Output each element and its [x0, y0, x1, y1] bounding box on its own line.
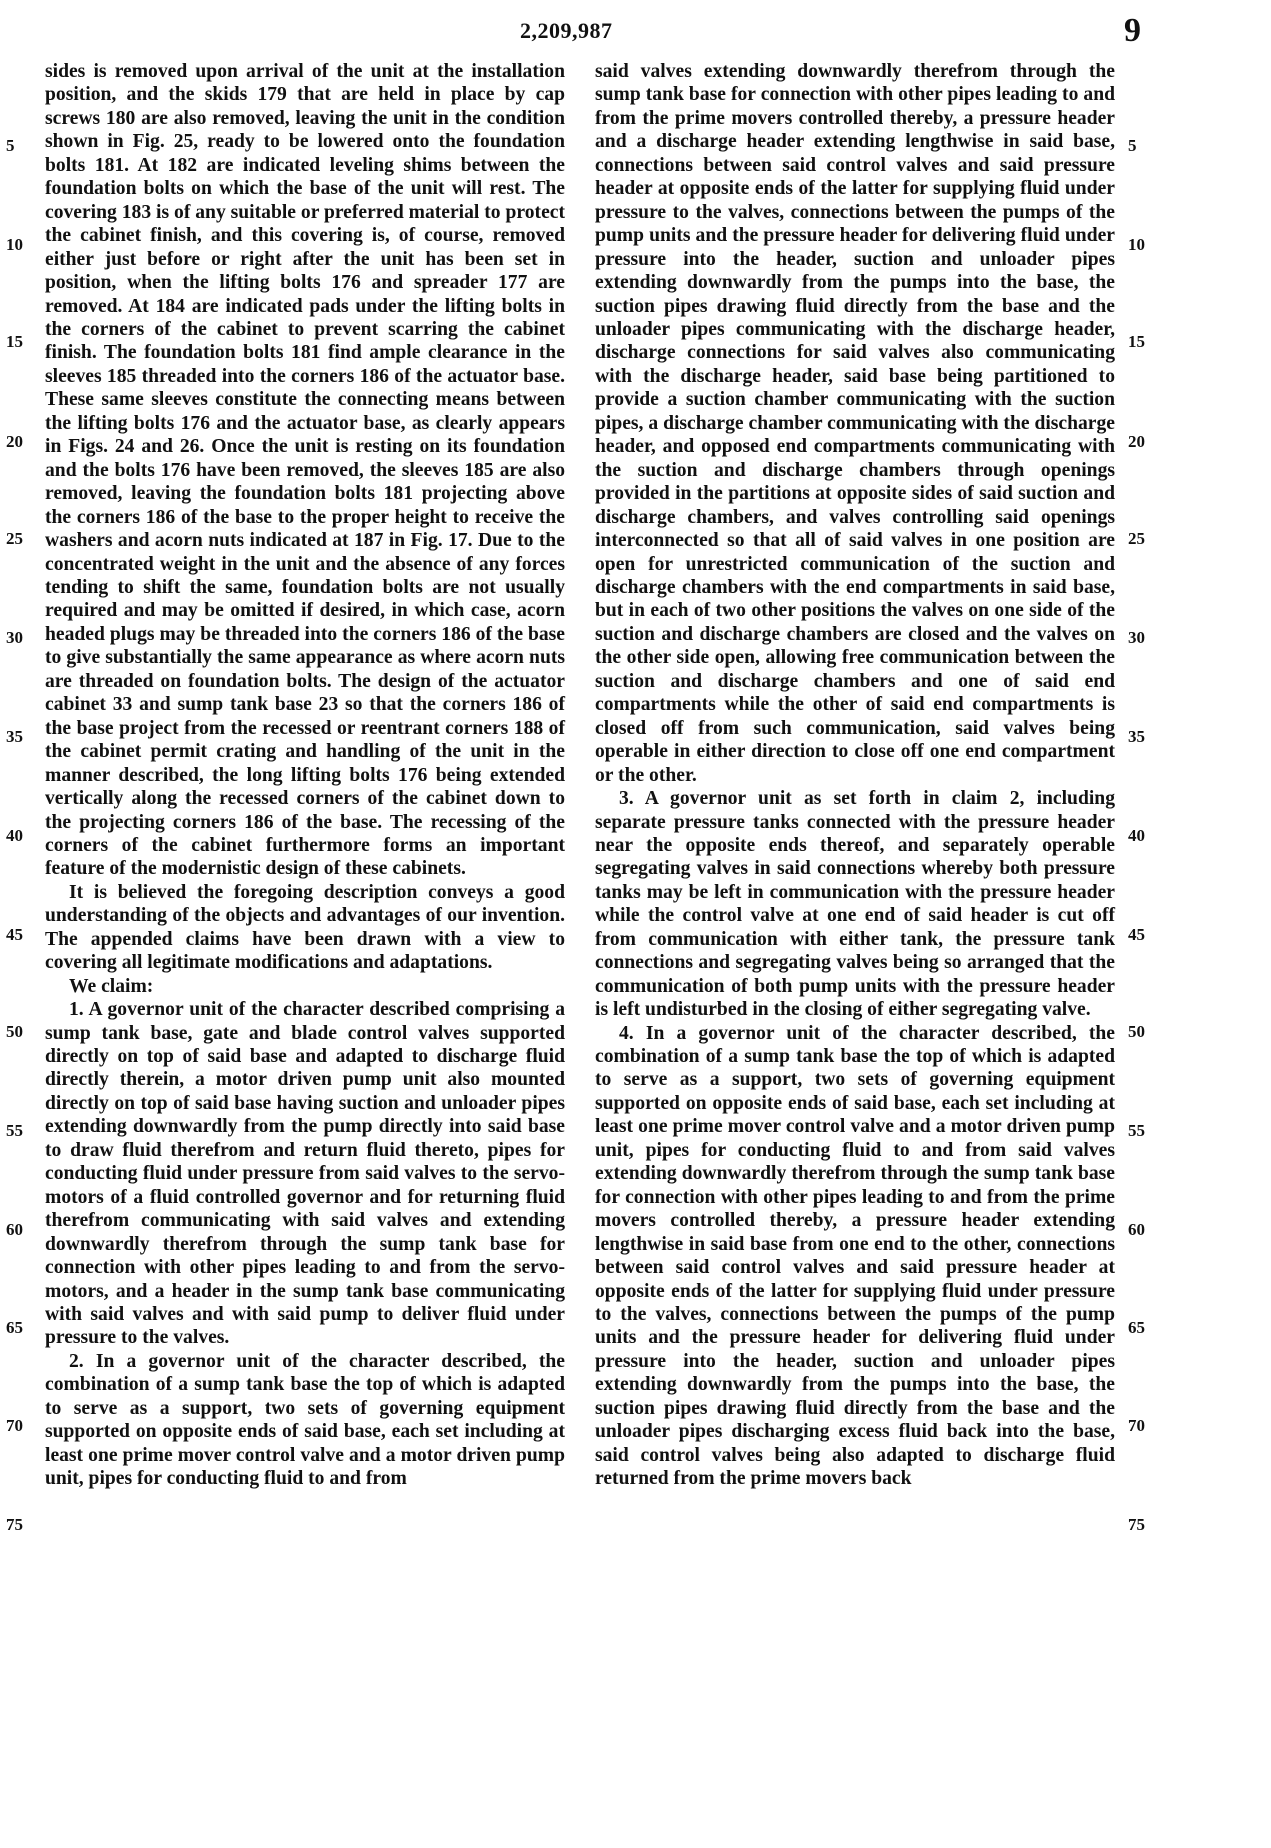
line-number-left: 45	[6, 925, 23, 944]
line-number-right: 60	[1128, 1220, 1145, 1239]
claim-2-continued: said valves extending downwardly therefrom through the sump tank base for connection with other pipes leading to and from the prime movers controlled thereby, a pressure header and a discharge header extending lengthwise in said base, connections between said control valves and said pressure header at opposite ends of the latter for supplying fluid under pressure to the valves, connections between the pumps of the pump units and the pressure header for delivering fluid under pressure into the header, suction and unloader pipes extending downwardly from the pumps into the base, the suction pipes drawing fluid directly from the base and the unloader pipes communicating with the discharge header, discharge connections for said valves also communicating with the discharge header, said base being partitioned to provide a suction chamber communicating with the suction pipes, a discharge chamber communicating with the discharge header, and opposed end compartments communicating with the suction and discharge chambers through openings provided in the partitions at opposite sides of said suction and discharge chambers, and valves controlling said openings interconnected so that all of said valves in one position are open for unrestricted communication of the suction and discharge chambers with the end compartments in said base, but in each of two other positions the valves on one side of the suction and discharge chambers are closed and the valves on the other side open, allowing free communication between the suction and discharge chambers and one of said end compartments while the other of said end compartments is closed off from such communication, said valves being operable in either direction to close off one end compartment or the other.	[595, 61, 1115, 786]
line-number-left: 10	[6, 235, 23, 254]
line-number-left: 20	[6, 432, 23, 451]
page-number: 9	[1124, 12, 1141, 49]
line-number-left: 50	[6, 1022, 23, 1041]
patent-number: 2,209,987	[520, 18, 613, 43]
line-number-right: 20	[1128, 432, 1145, 451]
line-number-right: 40	[1128, 826, 1145, 845]
claim-2: 2. In a governor unit of the character described, the combination of a sump tank base the top of which is adapted to serve as a support, two sets of governing equipment supported on opposite ends of said base, each set including at least one prime mover control valve and a motor driven pump unit, pipes for conducting fluid to and from	[45, 1350, 565, 1490]
claim-4: 4. In a governor unit of the character described, the combination of a sump tank base the top of which is adapted to serve as a support, two sets of governing equipment supported on opposite ends of said base, each set including at least one prime mover control valve and a motor driven pump unit, pipes for conducting fluid to and from said valves extending downwardly therefrom through the sump tank base for connection with other pipes leading to and from the prime movers controlled thereby, a pressure header extending lengthwise in said base from one end to the other, connections between said control valves and said pressure header at opposite ends of the latter for supplying fluid under pressure to the valves, connections between the pumps of the pump units and the pressure header for delivering fluid under pressure into the header, suction and unloader pipes extending downwardly from the pumps into the base, the suction pipes drawing fluid directly from the base and the unloader pipes discharging excess fluid back into the base, said control valves being also adapted to discharge fluid returned from the prime movers back	[595, 1022, 1115, 1490]
line-number-left: 15	[6, 332, 23, 351]
line-number-left: 5	[6, 136, 15, 155]
line-number-right: 55	[1128, 1121, 1145, 1140]
paragraph: It is believed the foregoing description conveys a good understanding of the objects and advantages of our invention. The appended claims have been drawn with a view to covering all legitimate modifications and adaptations.	[45, 881, 565, 974]
right-column	[595, 60, 1115, 1491]
line-number-left: 30	[6, 628, 23, 647]
line-number-left: 65	[6, 1318, 23, 1337]
claim-1: 1. A governor unit of the character described comprising a sump tank base, gate and blade control valves supported directly on top of said base and adapted to discharge fluid directly therein, a motor driven pump unit also mounted directly on top of said base having suction and unloader pipes extending downwardly from the pump directly into said base to draw fluid therefrom and return fluid thereto, pipes for conducting fluid under pressure from said valves to the servo-motors of a fluid controlled governor and for returning fluid therefrom communicating with said valves and extending downwardly therefrom through the sump tank base for connection with other pipes leading to and from the servo-motors, and a header in the sump tank base communicating with said valves and with said pump to deliver fluid under pressure to the valves.	[45, 999, 565, 1349]
claim-3: 3. A governor unit as set forth in claim 2, including separate pressure tanks connected with the pressure header near the opposite ends thereof, and separately operable segregating valves in said connections whereby both pressure tanks may be left in communication with the pressure header while the control valve at one end of said header is cut off from communication with either tank, the pressure tank connections and segregating valves being so arranged that the communication of both pump units with the pressure header is left undisturbed in the closing of either segregating valve.	[595, 788, 1115, 1021]
line-number-right: 75	[1128, 1515, 1145, 1534]
line-number-right: 70	[1128, 1416, 1145, 1435]
line-number-left: 40	[6, 826, 23, 845]
line-number-right: 10	[1128, 235, 1145, 254]
line-number-left: 60	[6, 1220, 23, 1239]
line-number-right: 50	[1128, 1022, 1145, 1041]
line-number-right: 15	[1128, 332, 1145, 351]
paragraph: sides is removed upon arrival of the unit at the installation position, and the skids 179 that are held in place by cap screws 180 are also removed, leaving the unit in the condition shown in Fig. 25, ready to be lowered onto the foundation bolts 181. At 182 are indicated leveling shims between the foundation bolts on which the base of the unit will rest. The covering 183 is of any suitable or preferred material to protect the cabinet finish, and this covering is, of course, removed either just before or right after the unit has been set in position, when the lifting bolts 176 and spreader 177 are removed. At 184 are indicated pads under the lifting bolts in the corners of the cabinet to prevent scarring the cabinet finish. The foundation bolts 181 find ample clearance in the sleeves 185 threaded into the corners 186 of the actuator base. These same sleeves constitute the connecting means between the lifting bolts 176 and the actuator base, as clearly appears in Figs. 24 and 26. Once the unit is resting on its foundation and the bolts 176 have been removed, the sleeves 185 are also removed, leaving the foundation bolts 181 projecting above the corners 186 of the base to the proper height to receive the washers and acorn nuts indicated at 187 in Fig. 17. Due to the concentrated weight in the unit and the absence of any forces tending to shift the same, foundation bolts are not usually required and may be omitted if desired, in which case, acorn headed plugs may be threaded into the corners 186 of the base to give substantially the same appearance as where acorn nuts are threaded on foundation bolts. The design of the actuator cabinet 33 and sump tank base 23 so that the corners 186 of the base project from the recessed or reentrant corners 188 of the cabinet permit crating and handling of the unit in the manner described, the long lifting bolts 176 being extended vertically along the recessed corners of the cabinet down to the projecting corners 186 of the base. The recessing of the corners of the cabinet furthermore forms an important feature of the modernistic design of these cabinets.	[45, 61, 565, 880]
line-number-left: 55	[6, 1121, 23, 1140]
left-column	[45, 60, 565, 1491]
line-number-left: 25	[6, 529, 23, 548]
line-number-left: 35	[6, 727, 23, 746]
line-number-right: 35	[1128, 727, 1145, 746]
line-number-right: 5	[1128, 136, 1137, 155]
line-number-left: 75	[6, 1515, 23, 1534]
line-number-right: 45	[1128, 925, 1145, 944]
line-number-right: 65	[1128, 1318, 1145, 1337]
line-number-left: 70	[6, 1416, 23, 1435]
line-number-right: 25	[1128, 529, 1145, 548]
page-header	[0, 12, 1271, 58]
line-number-right: 30	[1128, 628, 1145, 647]
claims-heading: We claim:	[69, 975, 154, 997]
